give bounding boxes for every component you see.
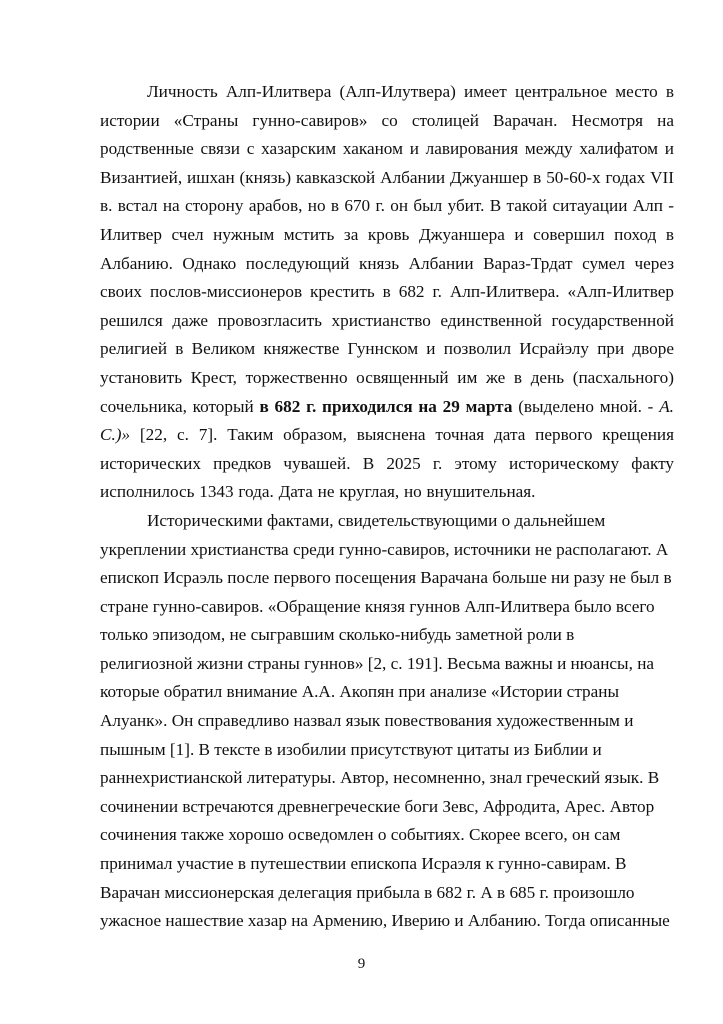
paragraph-2 [100, 507, 674, 936]
paragraph-2-line: Историческими фактами, свидетельствующими о дальнейшем [147, 510, 606, 530]
paragraph-2-line: стране гунно-савиров. «Обращение князя гуннов Алп-Илитвера было всего [100, 596, 655, 616]
paragraph-2-line: религиозной жизни страны гуннов» [2, с. 191]. Весьма важны и нюансы, на [100, 653, 655, 673]
paragraph-2-line: сочинении встречаются древнегреческие боги Зевс, Афродита, Арес. Автор [100, 796, 655, 816]
paragraph-2-line: принимал участие в путешествии епископа Исраэля к гунно-савирам. В [100, 854, 627, 874]
paragraph-1-bold-date: в 682 г. приходился на 29 марта [259, 396, 513, 416]
paragraph-1-text-c: [22, с. 7]. Таким образом, выяснена точная дата первого крещения исторических предков чувашей. В 2025 г. этому историческому факту исполнилось 1343 года. Дата не круглая, но внушительная. [100, 425, 674, 502]
page-number: 9 [357, 956, 366, 972]
paragraph-2-line: ужасное нашествие хазар на Армению, Иверию и Албанию. Тогда описанные [100, 911, 670, 931]
paragraph-1-text-b: (выделено мной. - [512, 396, 660, 416]
paragraph-2-line: раннехристианской литературы. Автор, несомненно, знал греческий язык. В [100, 768, 660, 788]
paragraph-2-line: укреплении христианства среди гунно-савиров, источники не располагают. А [100, 539, 669, 559]
paragraph-2-line: только эпизодом, не сыгравшим сколько-нибудь заметной роли в [100, 625, 575, 645]
paragraph-2-line: Алуанк». Он справедливо назвал язык повествования художественным и [100, 711, 634, 731]
paragraph-2-line: пышным [1]. В тексте в изобилии присутствуют цитаты из Библии и [100, 739, 602, 759]
paragraph-1 [100, 78, 674, 507]
paragraph-2-line: епископ Исраэль после первого посещения Варачана больше ни разу не был в [100, 568, 672, 588]
paragraph-2-line: сочинения также хорошо осведомлен о событиях. Скорее всего, он сам [100, 825, 621, 845]
paragraph-2-line: которые обратил внимание А.А. Акопян при анализе «Истории страны [100, 682, 620, 702]
paragraph-2-line: Варачан миссионерская делегация прибыла в 682 г. А в 685 г. произошло [100, 882, 635, 902]
paragraph-1-italic-author: А. С.)» [100, 396, 674, 445]
paragraph-1-text-a: Личность Алп-Илитвера (Алп-Илутвера) имеет центральное место в истории «Страны гунно-савиров» со столицей Варачан. Несмотря на родственные связи с хазарским хаканом и лавирования между халифатом и Византией, ишхан (князь) кавказской Албании Джуаншер в 50-60-х годах VII в. встал на сторону арабов, но в 670 г. он был убит. В такой ситауации Алп - Илитвер счел нужным мстить за кровь Джуаншера и совершил поход в Албанию. Однако последующий князь Албании Вараз-Трдат сумел через своих послов-миссионеров крестить в 682 г. Алп-Илитвера. «Алп-Илитвер решился даже провозгласить христианство единственной государственной религией в Великом княжестве Гуннском и позволил Исраӥэлу при дворе установить Крест, торжественно освященный им же в день (пасхального) сочельника, который [100, 82, 674, 416]
